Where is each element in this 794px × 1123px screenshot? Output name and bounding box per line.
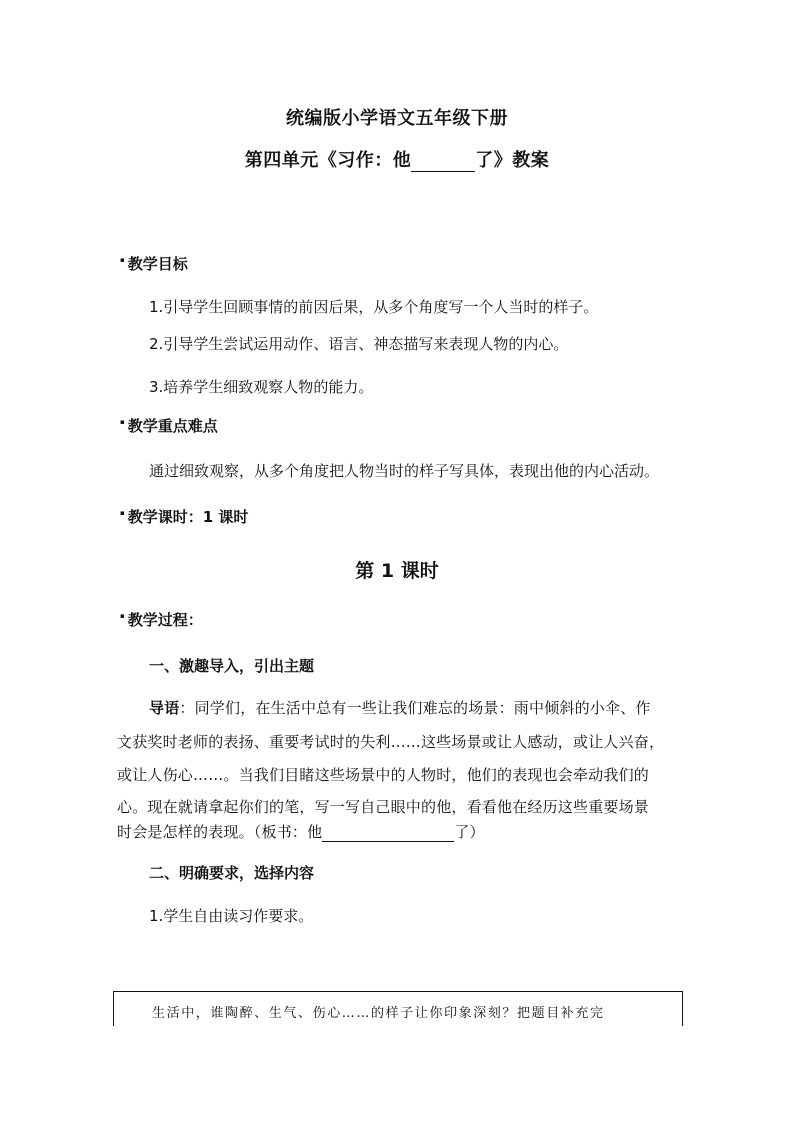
intro-line: 心。现在就请拿起你们的笔，写一写自己眼中的他，看看他在经历这些重要场景 xyxy=(117,798,650,816)
subtitle-prefix: 第四单元《习作：他 xyxy=(244,150,412,171)
subtitle-blank xyxy=(411,151,475,172)
intro-line: 文获奖时老师的表扬、重要考试时的失利……这些场景或让人感动，或让人兴奋， xyxy=(117,733,665,751)
key-points-text: 通过细致观察，从多个角度把人物当时的样子写具体，表现出他的内心活动。 xyxy=(149,462,660,480)
lesson-title: 第 1 课时 xyxy=(355,560,439,582)
key-points-heading: ▪ 教学重点难点 xyxy=(120,415,218,436)
intro-last-suffix: 了） xyxy=(454,823,485,841)
intro-line-text: ：同学们，在生活中总有一些让我们难忘的场景：雨中倾斜的小伞、作 xyxy=(179,699,651,717)
prompt-textbox-text: 生活中，谁陶醉、生气、伤心……的样子让你印象深刻？把题目补充完 xyxy=(152,1006,605,1021)
intro-label: 导语 xyxy=(149,699,180,717)
intro-line: 或让人伤心……。当我们目睹这些场景中的人物时，他们的表现也会牵动我们的 xyxy=(117,766,650,784)
hours-heading: ▪ 教学课时：1 课时 xyxy=(120,506,248,527)
objective-item: 3.培养学生细致观察人物的能力。 xyxy=(149,378,374,396)
intro-line xyxy=(149,697,651,718)
document-title: 统编版小学语文五年级下册 xyxy=(286,108,508,129)
document-subtitle xyxy=(0,146,794,172)
objective-item: 1.引导学生回顾事情的前因后果，从多个角度写一个人当时的样子。 xyxy=(149,298,599,316)
subtitle-suffix: 了》教案 xyxy=(475,150,550,171)
board-blank xyxy=(322,824,454,842)
objective-item: 2.引导学生尝试运用动作、语言、神态描写来表现人物的内心。 xyxy=(149,335,569,353)
intro-line xyxy=(117,821,485,842)
step2-title: 二、明确要求，选择内容 xyxy=(149,864,315,882)
objectives-heading: ▪ 教学目标 xyxy=(120,253,188,274)
step2-item: 1.学生自由读习作要求。 xyxy=(149,907,314,925)
intro-last-prefix: 时会是怎样的表现。（板书：他 xyxy=(117,823,323,841)
step1-title: 一、激趣导入，引出主题 xyxy=(149,657,315,675)
process-heading: ▪ 教学过程： xyxy=(120,609,203,630)
